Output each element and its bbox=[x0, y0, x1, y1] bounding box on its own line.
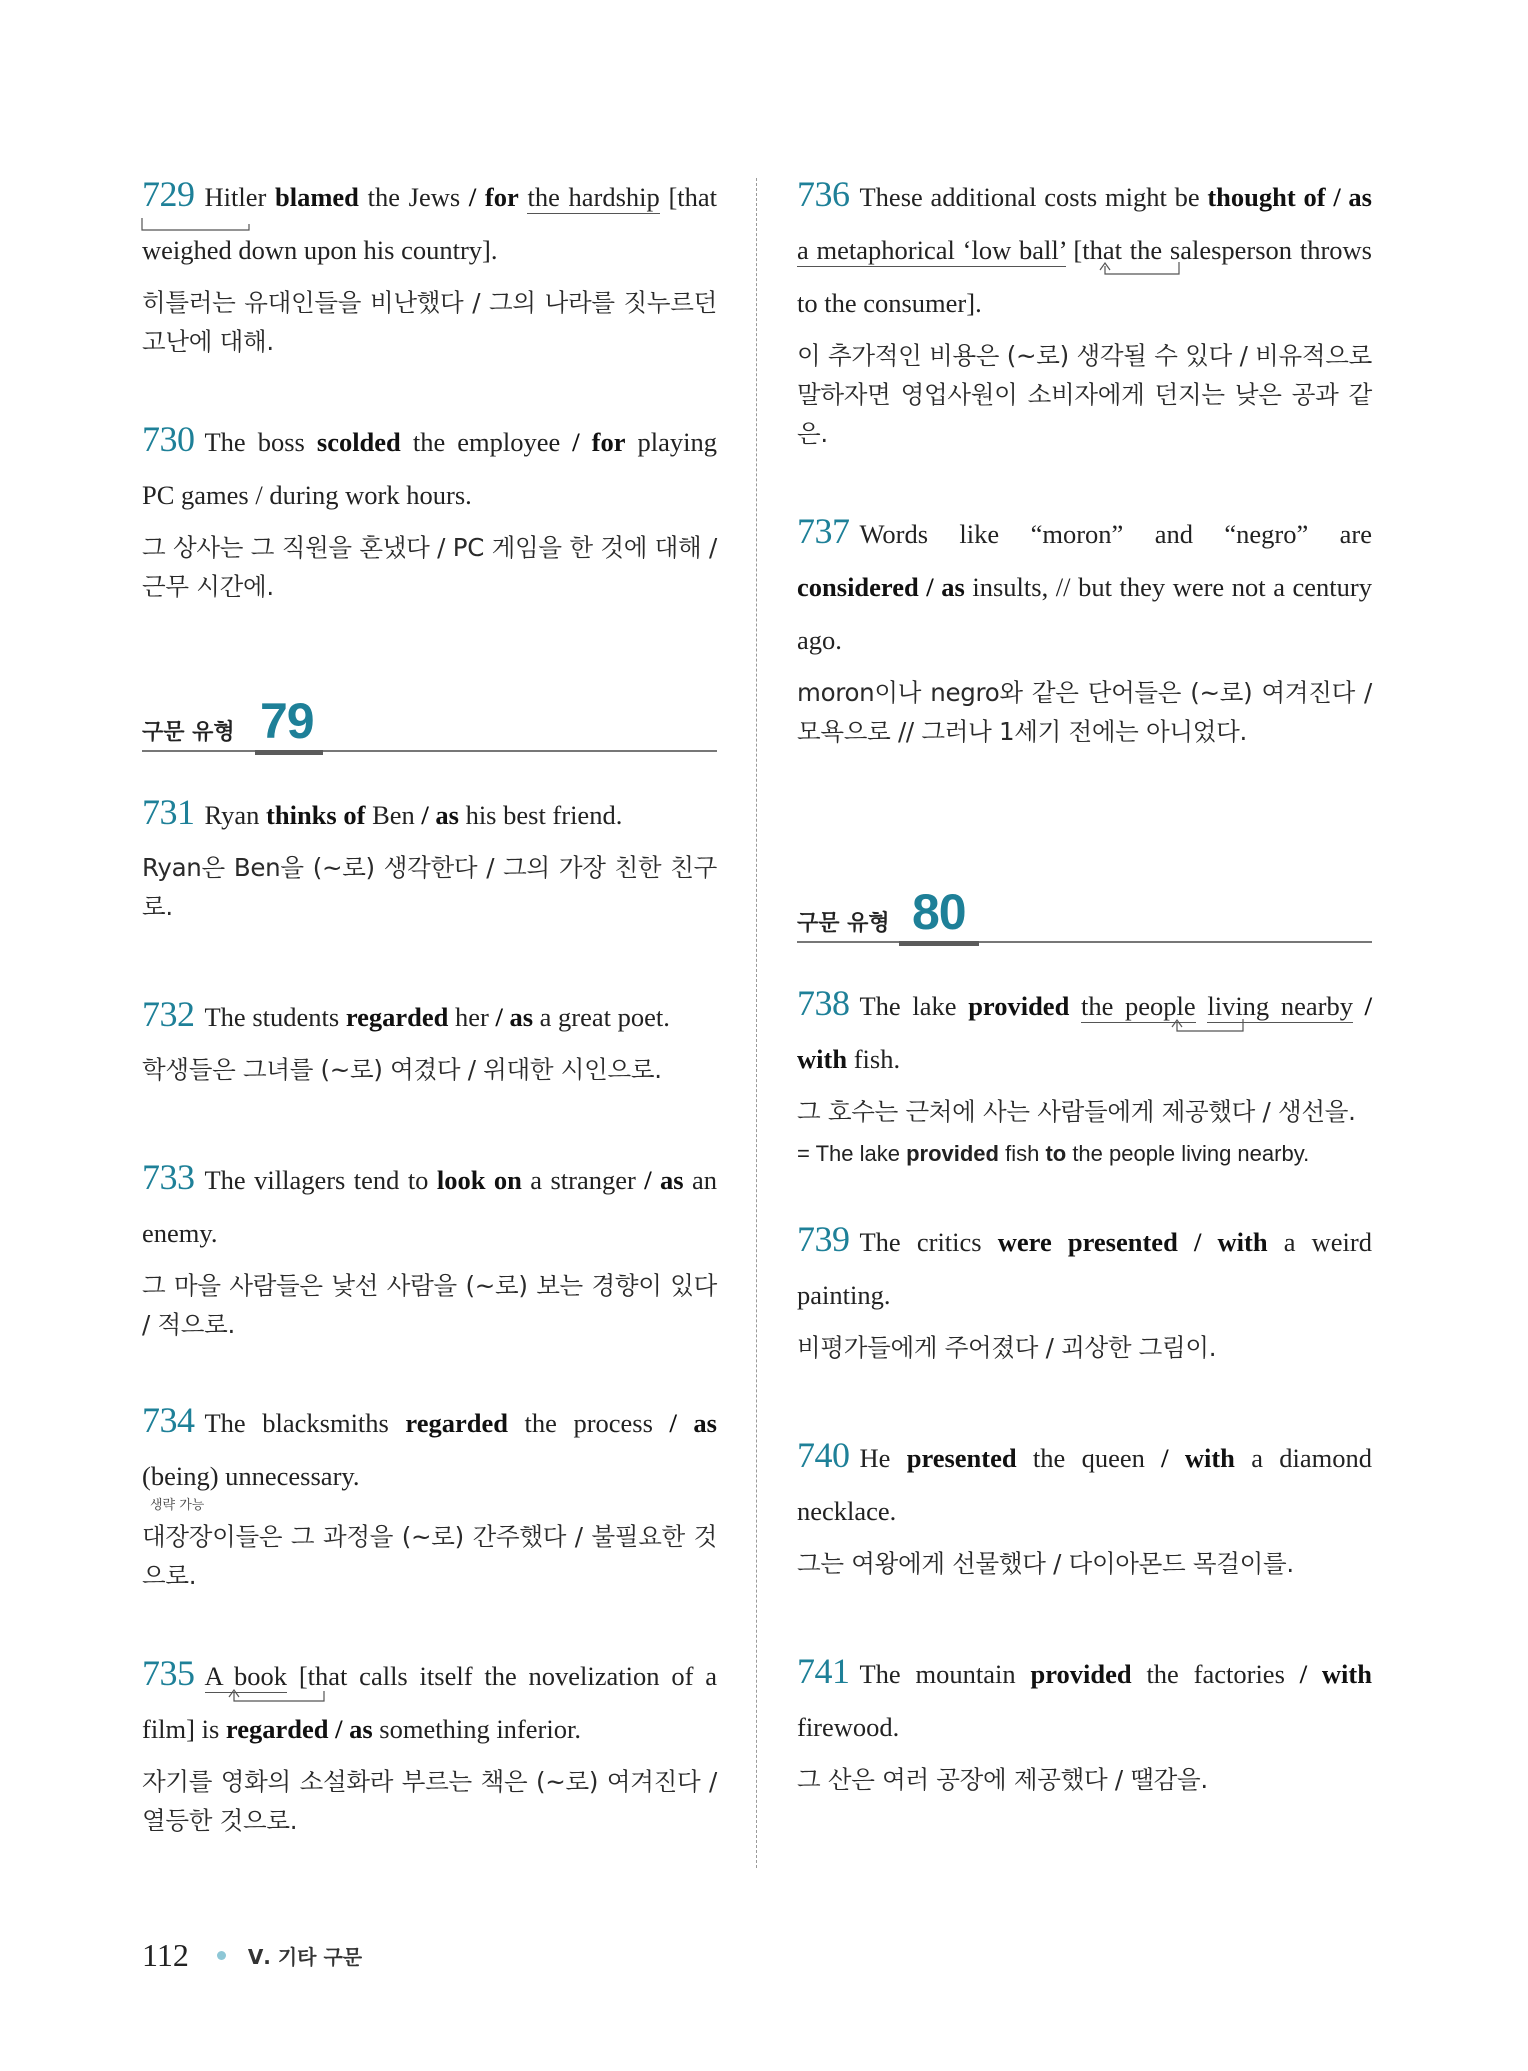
english-sentence: 729 Hitler blamed the Jews / for the hardship [that weighed down upon his country]. bbox=[142, 174, 718, 265]
page-number: 112 bbox=[142, 1937, 189, 1973]
korean-translation: 그 마을 사람들은 낯선 사람을 (~로) 보는 경향이 있다 / 적으로. bbox=[142, 1271, 717, 1339]
antecedent-underline: the people bbox=[1080, 991, 1196, 1021]
sentence-737 bbox=[797, 505, 1372, 751]
sentence-731 bbox=[142, 786, 717, 926]
sentence-number: 729 bbox=[142, 174, 195, 214]
section-number-bar bbox=[899, 941, 979, 946]
english-sentence: 730 The boss scolded the employee / for playing PC games / during work hours. bbox=[142, 419, 718, 510]
page-footer bbox=[142, 1937, 362, 1977]
korean-translation: 히틀러는 유대인들을 비난했다 / 그의 나라를 짓누르던 고난에 대해. bbox=[142, 288, 717, 356]
sentence-734 bbox=[142, 1394, 717, 1595]
korean-translation: moron이나 negro와 같은 단어들은 (~로) 여겨진다 / 모욕으로 // 그러나 1세기 전에는 아니었다. bbox=[797, 678, 1372, 746]
relative-clause-arrow bbox=[142, 202, 212, 262]
sentence-number: 732 bbox=[142, 994, 195, 1034]
sentence-number: 741 bbox=[797, 1651, 850, 1691]
modifier-arrow bbox=[1165, 1017, 1255, 1039]
column-divider bbox=[756, 178, 757, 1868]
antecedent-underline: the hardship bbox=[527, 182, 660, 212]
korean-translation: 그 호수는 근처에 사는 사람들에게 제공했다 / 생선을. bbox=[797, 1097, 1356, 1126]
english-sentence: 733 The villagers tend to look on a stranger / as an enemy. bbox=[142, 1157, 717, 1248]
korean-translation: 자기를 영화의 소설화라 부르는 책은 (~로) 여겨진다 / 열등한 것으로. bbox=[142, 1767, 717, 1835]
korean-translation: 학생들은 그녀를 (~로) 여겼다 / 위대한 시인으로. bbox=[142, 1055, 662, 1084]
antecedent-underline: A book bbox=[204, 1661, 287, 1691]
chapter-title: Ⅴ. 기타 구문 bbox=[247, 1945, 363, 1969]
sentence-number: 736 bbox=[797, 174, 850, 214]
korean-translation: 비평가들에게 주어졌다 / 괴상한 그림이. bbox=[797, 1333, 1217, 1362]
sentence-739 bbox=[797, 1213, 1372, 1367]
english-sentence: 740 He presented the queen / with a diamond necklace. bbox=[797, 1435, 1372, 1526]
relative-clause-arrow bbox=[1087, 260, 1207, 284]
sentence-740 bbox=[797, 1429, 1372, 1583]
section-number-bar bbox=[255, 750, 323, 755]
english-sentence: 737 Words like “moron” and “negro” are considered / as insults, // but they were not a century ago. bbox=[797, 511, 1372, 655]
sentence-730 bbox=[142, 413, 717, 606]
korean-translation: 그 상사는 그 직원을 혼냈다 / PC 게임을 한 것에 대해 / 근무 시간에. bbox=[142, 533, 717, 601]
sentence-number: 735 bbox=[142, 1653, 195, 1693]
korean-translation: 대장장이들은 그 과정을 (~로) 간주했다 / 불필요한 것으로. bbox=[142, 1522, 717, 1590]
section-header-79 bbox=[142, 690, 717, 752]
sentence-number: 734 bbox=[142, 1400, 195, 1440]
section-number: 79 bbox=[260, 693, 314, 749]
korean-translation: 그는 여왕에게 선물했다 / 다이아몬드 목걸이를. bbox=[797, 1549, 1294, 1578]
sentence-number: 740 bbox=[797, 1435, 850, 1475]
sentence-735 bbox=[142, 1647, 717, 1840]
sentence-number: 733 bbox=[142, 1157, 195, 1197]
english-sentence: 736 These additional costs might be thought of / as a metaphorical ‘low ball’ [that the salesperson throws to the consumer]. bbox=[797, 174, 1372, 318]
sentence-738 bbox=[797, 977, 1372, 1167]
paraphrase-note: = The lake provided fish to the people living nearby. bbox=[797, 1141, 1310, 1166]
sentence-number: 731 bbox=[142, 792, 195, 832]
english-sentence: 735 A book [that calls itself the novelization of a film] is regarded / as something inferior. bbox=[142, 1653, 717, 1744]
sentence-741 bbox=[797, 1645, 1372, 1799]
english-sentence: 738 The lake provided the people living nearby / with fish. bbox=[797, 983, 1372, 1074]
omittable-note: 생략 가능 bbox=[150, 1498, 205, 1513]
section-label: 구문 유형 bbox=[142, 720, 235, 745]
footer-dot-icon bbox=[217, 1951, 226, 1960]
sentence-736 bbox=[797, 168, 1372, 453]
modifier-underline: living nearby bbox=[1207, 991, 1353, 1021]
english-sentence: 741 The mountain provided the factories / with firewood. bbox=[797, 1651, 1372, 1742]
english-sentence: 734 The blacksmiths regarded the process / as (being) unnecessary. bbox=[142, 1400, 717, 1491]
korean-translation: 이 추가적인 비용은 (~로) 생각될 수 있다 / 비유적으로 말하자면 영업사원이 소비자에게 던지는 낮은 공과 같은. bbox=[797, 341, 1372, 448]
left-column bbox=[142, 168, 717, 1840]
sentence-number: 738 bbox=[797, 983, 850, 1023]
english-sentence: 739 The critics were presented / with a weird painting. bbox=[797, 1219, 1372, 1310]
section-number: 80 bbox=[912, 884, 966, 940]
korean-translation: Ryan은 Ben을 (~로) 생각한다 / 그의 가장 친한 친구로. bbox=[142, 853, 717, 921]
english-sentence: 731 Ryan thinks of Ben / as his best friend. bbox=[142, 792, 623, 832]
sentence-number: 737 bbox=[797, 511, 850, 551]
section-header-80 bbox=[797, 881, 1372, 943]
sentence-732 bbox=[142, 988, 717, 1089]
relative-clause-arrow bbox=[224, 1687, 334, 1707]
korean-translation: 그 산은 여러 공장에 제공했다 / 땔감을. bbox=[797, 1765, 1208, 1794]
antecedent-underline: a metaphorical ‘low ball’ bbox=[797, 235, 1066, 265]
sentence-729 bbox=[142, 168, 717, 361]
right-column bbox=[797, 168, 1372, 1799]
section-label: 구문 유형 bbox=[797, 911, 890, 936]
english-sentence: 732 The students regarded her / as a great poet. bbox=[142, 994, 670, 1034]
sentence-number: 739 bbox=[797, 1219, 850, 1259]
sentence-number: 730 bbox=[142, 419, 195, 459]
sentence-733 bbox=[142, 1151, 717, 1344]
